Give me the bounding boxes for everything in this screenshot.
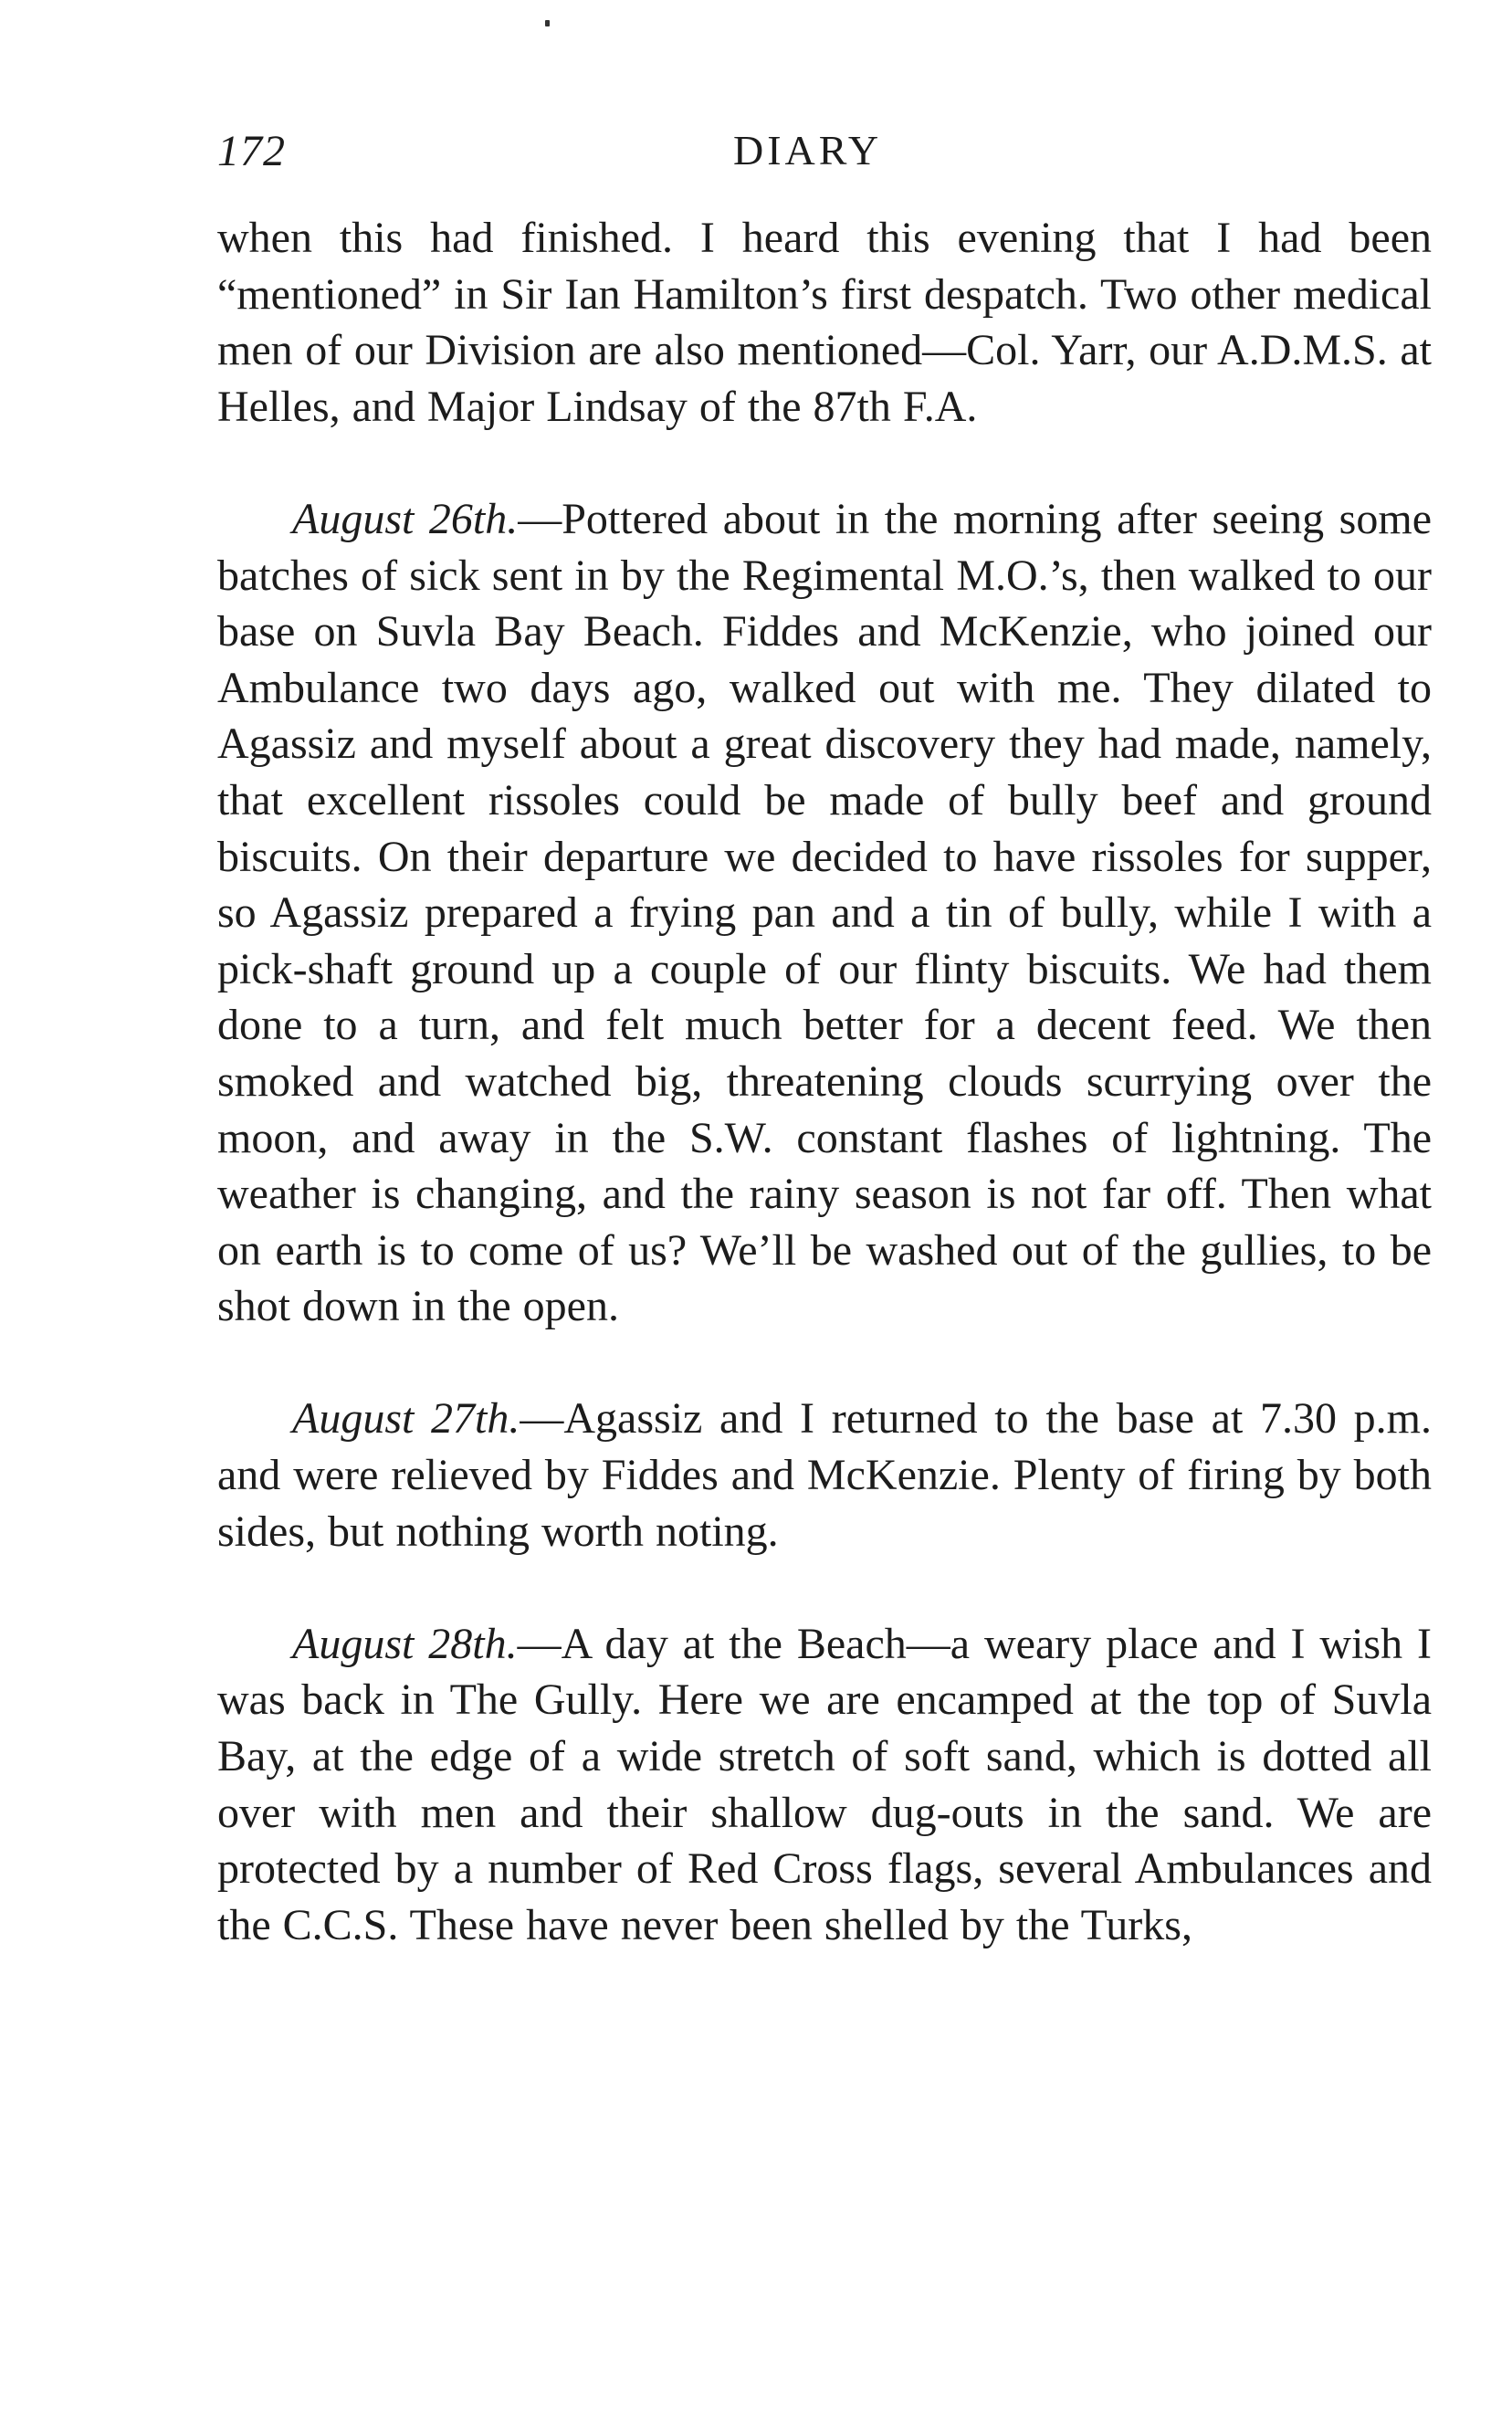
running-title: DIARY	[733, 127, 883, 173]
entry-date: August 26th.	[292, 494, 519, 543]
print-speck	[545, 20, 550, 26]
entry-text: —Agassiz and I returned to the base at 7.30 p.m. and were relieved by Fiddes and McKenzie. Plenty of firing by both sides, but nothing worth noting.	[217, 1394, 1433, 1556]
entry-date: August 27th.	[292, 1394, 520, 1444]
diary-entry-aug-26	[217, 491, 1432, 1335]
running-header	[217, 126, 1432, 181]
diary-entry-aug-28	[217, 1616, 1432, 1954]
entry-text: when this had finished. I heard this evening that I had been “mentioned” in Sir Ian Hamilton’s first despatch. Two other medical men of our Division are also mentioned—Col. Yarr, our A.D.M.S. at Helles, and Major Lindsay of the 87th F.A.	[217, 214, 1432, 431]
entry-text: —Pottered about in the morning after seeing some batches of sick sent in by the Regimental M.O.’s, then walked to our base on Suvla Bay Beach. Fiddes and McKenzie, who joined our Ambulance two days ago, walked out with me. They dilated to Agassiz and myself about a great discovery they had made, namely, that excellent rissoles could be made of bully beef and ground biscuits. On their departure we decided to have rissoles for supper, so Agassiz prepared a frying pan and a tin of bully, while I with a pick-shaft ground up a couple of our flinty biscuits. We had them done to a turn, and felt much better for a decent feed. We then smoked and watched big, threatening clouds scurrying over the moon, and away in the S.W. constant flashes of lightning. The weather is changing, and the rainy season is not far off. Then what on earth is to come of us? We’ll be washed out of the gullies, to be shot down in the open.	[217, 494, 1433, 1331]
page-number: 172	[217, 127, 286, 175]
entry-date: August 28th.	[292, 1619, 518, 1668]
diary-entry-aug-27	[217, 1391, 1432, 1560]
paragraph-continued	[217, 210, 1432, 435]
diary-body	[217, 210, 1432, 1953]
entry-text: —A day at the Beach—a weary place and I wish I was back in The Gully. Here we are encamped at the top of Suvla Bay, at the edge of a wide stretch of soft sand, which is dotted all over with men and their shallow dug-outs in the sand. We are protected by a number of Red Cross flags, several Ambulances and the C.C.S. These have never been shelled by the Turks,	[217, 1619, 1433, 1949]
